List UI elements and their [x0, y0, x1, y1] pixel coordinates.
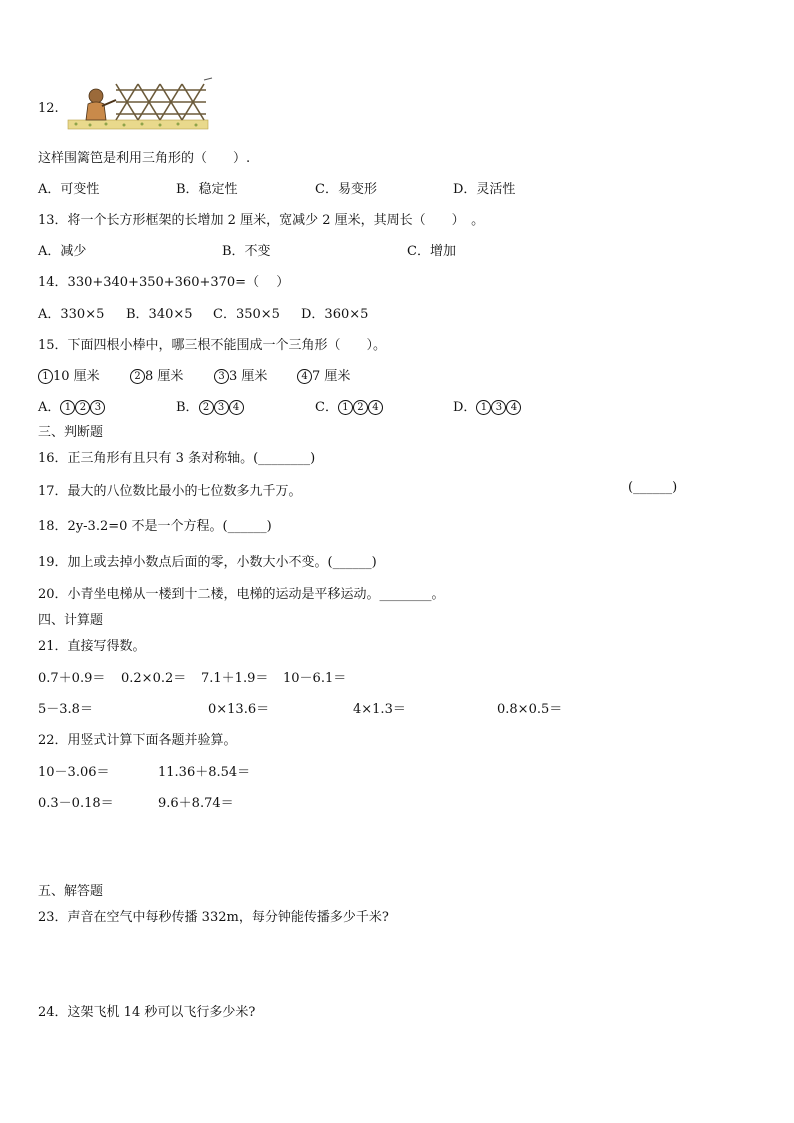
- q15-stick-3: [214, 365, 267, 384]
- circled-number: 1: [38, 369, 53, 384]
- q16-statement: 16．正三角形有且只有 3 条对称轴。(________): [38, 451, 316, 466]
- q22-item: 11.36＋8.54＝: [158, 765, 251, 780]
- q14-option-b: B．340×5: [126, 307, 193, 322]
- stick-length: 10 厘米: [53, 369, 100, 384]
- circled-number: 4: [297, 369, 312, 384]
- q14-option-c: C．350×5: [213, 307, 280, 322]
- q20-statement: 20．小青坐电梯从一楼到十二楼，电梯的运动是平移运动。________。: [38, 587, 445, 602]
- circled-number: 2: [130, 369, 145, 384]
- q15-option-b: [176, 396, 244, 415]
- stick-length: 3 厘米: [229, 369, 268, 384]
- q18-statement: 18．2y-3.2=0 不是一个方程。(______): [38, 519, 272, 534]
- q21-item: 5－3.8＝: [38, 702, 93, 717]
- circled-number: 1: [476, 400, 491, 415]
- q21-item: 10－6.1＝: [283, 671, 347, 686]
- circled-number: 4: [229, 400, 244, 415]
- q15-stick-1: [38, 365, 100, 384]
- q17-statement: 17．最大的八位数比最小的七位数多九千万。: [38, 484, 302, 499]
- option-letter: A．: [38, 400, 61, 415]
- circled-number: 4: [368, 400, 383, 415]
- q21-item: 0.2×0.2＝: [121, 671, 187, 686]
- circled-number: 2: [353, 400, 368, 415]
- stick-length: 8 厘米: [145, 369, 184, 384]
- q13-option-c: C．增加: [407, 244, 456, 259]
- q15-option-d: [453, 396, 521, 415]
- q14-question: 14．330+340+350+360+370=（ ）: [38, 275, 290, 290]
- q13-question: 13．将一个长方形框架的长增加 2 厘米，宽减少 2 厘米，其周长（ ） 。: [38, 213, 485, 228]
- circled-number: 2: [75, 400, 90, 415]
- q12-option-a: A．可变性: [38, 182, 100, 197]
- q14-option-a: A．330×5: [38, 307, 105, 322]
- q21-item: 4×1.3＝: [353, 702, 406, 717]
- q12-option-d: D．灵活性: [453, 182, 516, 197]
- q15-option-c: [315, 396, 383, 415]
- q12-question: 这样围篱笆是利用三角形的（ ）.: [38, 151, 251, 166]
- circled-number: 4: [506, 400, 521, 415]
- q15-option-a: [38, 396, 105, 415]
- q19-statement: 19．加上或去掉小数点后面的零，小数大小不变。(______): [38, 555, 377, 570]
- section-title-judgement: 三、判断题: [38, 425, 104, 440]
- q24-question: 24．这架飞机 14 秒可以飞行多少米?: [38, 1005, 256, 1020]
- fence-illustration: [66, 76, 214, 132]
- stick-length: 7 厘米: [312, 369, 351, 384]
- q21-question: 21．直接写得数。: [38, 639, 146, 654]
- section-title-calculation: 四、计算题: [38, 613, 104, 628]
- section-title-word-problems: 五、解答题: [38, 884, 104, 899]
- q21-item: 0×13.6＝: [208, 702, 270, 717]
- circled-number: 1: [60, 400, 75, 415]
- option-letter: D．: [453, 400, 477, 415]
- q23-question: 23．声音在空气中每秒传播 332m，每分钟能传播多少千米?: [38, 910, 389, 925]
- q14-option-d: D．360×5: [301, 307, 369, 322]
- q22-item: 9.6＋8.74＝: [158, 796, 234, 811]
- q17-answer-blank: (______): [628, 480, 678, 495]
- q22-item: 0.3－0.18＝: [38, 796, 114, 811]
- q12-option-b: B．稳定性: [176, 182, 238, 197]
- q21-item: 7.1＋1.9＝: [201, 671, 269, 686]
- option-letter: B．: [176, 400, 199, 415]
- q12-number: 12.: [38, 101, 59, 116]
- q22-item: 10－3.06＝: [38, 765, 110, 780]
- circled-number: 3: [214, 400, 229, 415]
- q12-option-c: C．易变形: [315, 182, 377, 197]
- q15-stick-4: [297, 365, 350, 384]
- q22-question: 22．用竖式计算下面各题并验算。: [38, 733, 237, 748]
- circled-number: 3: [90, 400, 105, 415]
- q15-stick-2: [130, 365, 183, 384]
- q13-option-a: A．减少: [38, 244, 87, 259]
- circled-number: 3: [214, 369, 229, 384]
- q21-item: 0.8×0.5＝: [497, 702, 563, 717]
- circled-number: 3: [491, 400, 506, 415]
- circled-number: 2: [199, 400, 214, 415]
- q15-question: 15．下面四根小棒中，哪三根不能围成一个三角形（ ）。: [38, 338, 387, 353]
- option-letter: C．: [315, 400, 338, 415]
- q21-item: 0.7＋0.9＝: [38, 671, 106, 686]
- q13-option-b: B．不变: [222, 244, 271, 259]
- circled-number: 1: [338, 400, 353, 415]
